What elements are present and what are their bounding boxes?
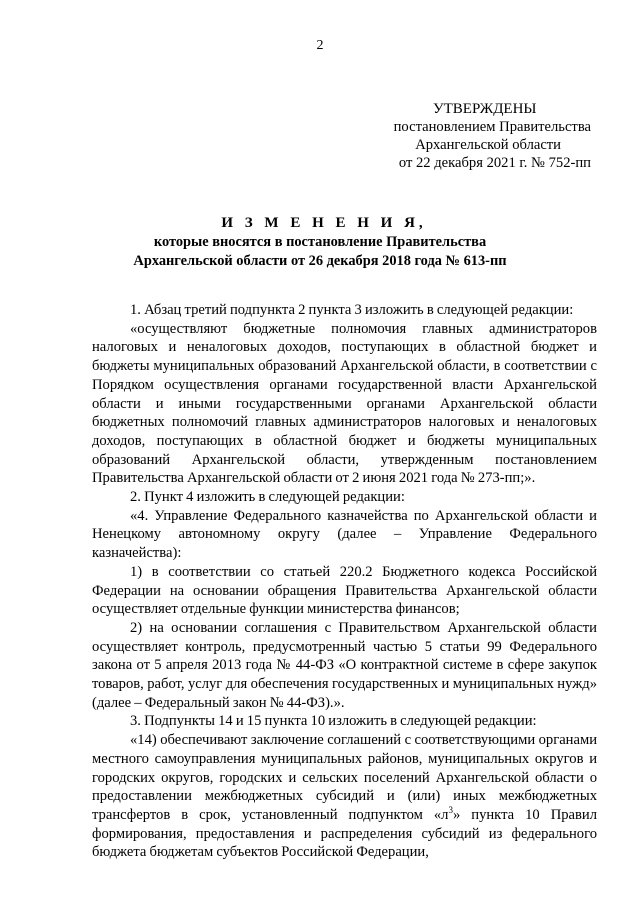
changes-subtitle-2: Архангельской области от 26 декабря 2018 года № 613-пп <box>133 253 507 269</box>
paragraph-text: «14) обеспечивают заключение соглашений с соответствующими органами местного самоуправления муниципальных районов, муниципальных округов и городских округов, городских и сельских поселений Архангельской области о предоставлении межбюджетных субсидий и (или) иных межбюджетных трансфертов в срок, установленный подпунктом «л <box>92 732 597 823</box>
paragraph: «4. Управление Федерального казначейства по Архангельской области и Ненецкому автономному округу (далее – Управление Федерального казначейства): <box>92 507 597 562</box>
document-body <box>92 301 597 862</box>
approval-line-1: постановлением Правительства <box>393 119 591 135</box>
approval-block <box>0 100 640 172</box>
paragraph: «осуществляют бюджетные полномочия главных администраторов налоговых и неналоговых доходов, поступающих в областной бюджет и бюджеты муниципальных образований Архангельской области, в соответствии с Порядком осуществления органами государственной власти Архангельской области и иными государственными органами Архангельской области бюджетных полномочий главных администраторов налоговых и неналоговых доходов, поступающих в областной бюджет и бюджеты муниципальных образований Архангельской области, утвержденным постановлением Правительства Архангельской области от 2 июня 2021 года № 273-пп;». <box>92 320 597 487</box>
paragraph: 2. Пункт 4 изложить в следующей редакции: <box>130 489 405 506</box>
paragraph-text: » пункта 10 Правил формирования, предоставления и распределения субсидий из федерального бюджета бюджетам субъектов Российской Федерации, <box>92 806 598 861</box>
paragraph: 1. Абзац третий подпункта 2 пункта 3 изложить в следующей редакции: <box>130 302 574 318</box>
changes-heading: И З М Е Н Е Н И Я, <box>221 215 427 231</box>
paragraph-last <box>92 731 597 862</box>
paragraph: 1) в соответствии со статьей 220.2 Бюджетного кодекса Российской Федерации на основании обращения Правительства Архангельской области осуществляет отдельные функции министерства финансов; <box>92 563 597 618</box>
superscript: 3 <box>448 805 453 816</box>
changes-subtitle-1: которые вносятся в постановление Правительства <box>153 234 487 250</box>
changes-title-block <box>0 214 640 271</box>
paragraph: 2) на основании соглашения с Правительством Архангельской области осуществляет контроль, предусмотренный частью 5 статьи 99 Федерального закона от 5 апреля 2013 года № 44-ФЗ «О контрактной системе в сфере закупок товаров, работ, услуг для обеспечения государственных и муниципальных нужд» (далее – Федеральный закон № 44-ФЗ).». <box>92 619 597 711</box>
page-number: 2 <box>316 38 324 53</box>
paragraph: 3. Подпункты 14 и 15 пункта 10 изложить в следующей редакции: <box>130 713 537 730</box>
approval-line-2: Архангельской области <box>415 137 561 153</box>
approval-line-3: от 22 декабря 2021 г. № 752-пп <box>398 155 591 171</box>
approval-title: УТВЕРЖДЕНЫ <box>433 101 537 117</box>
